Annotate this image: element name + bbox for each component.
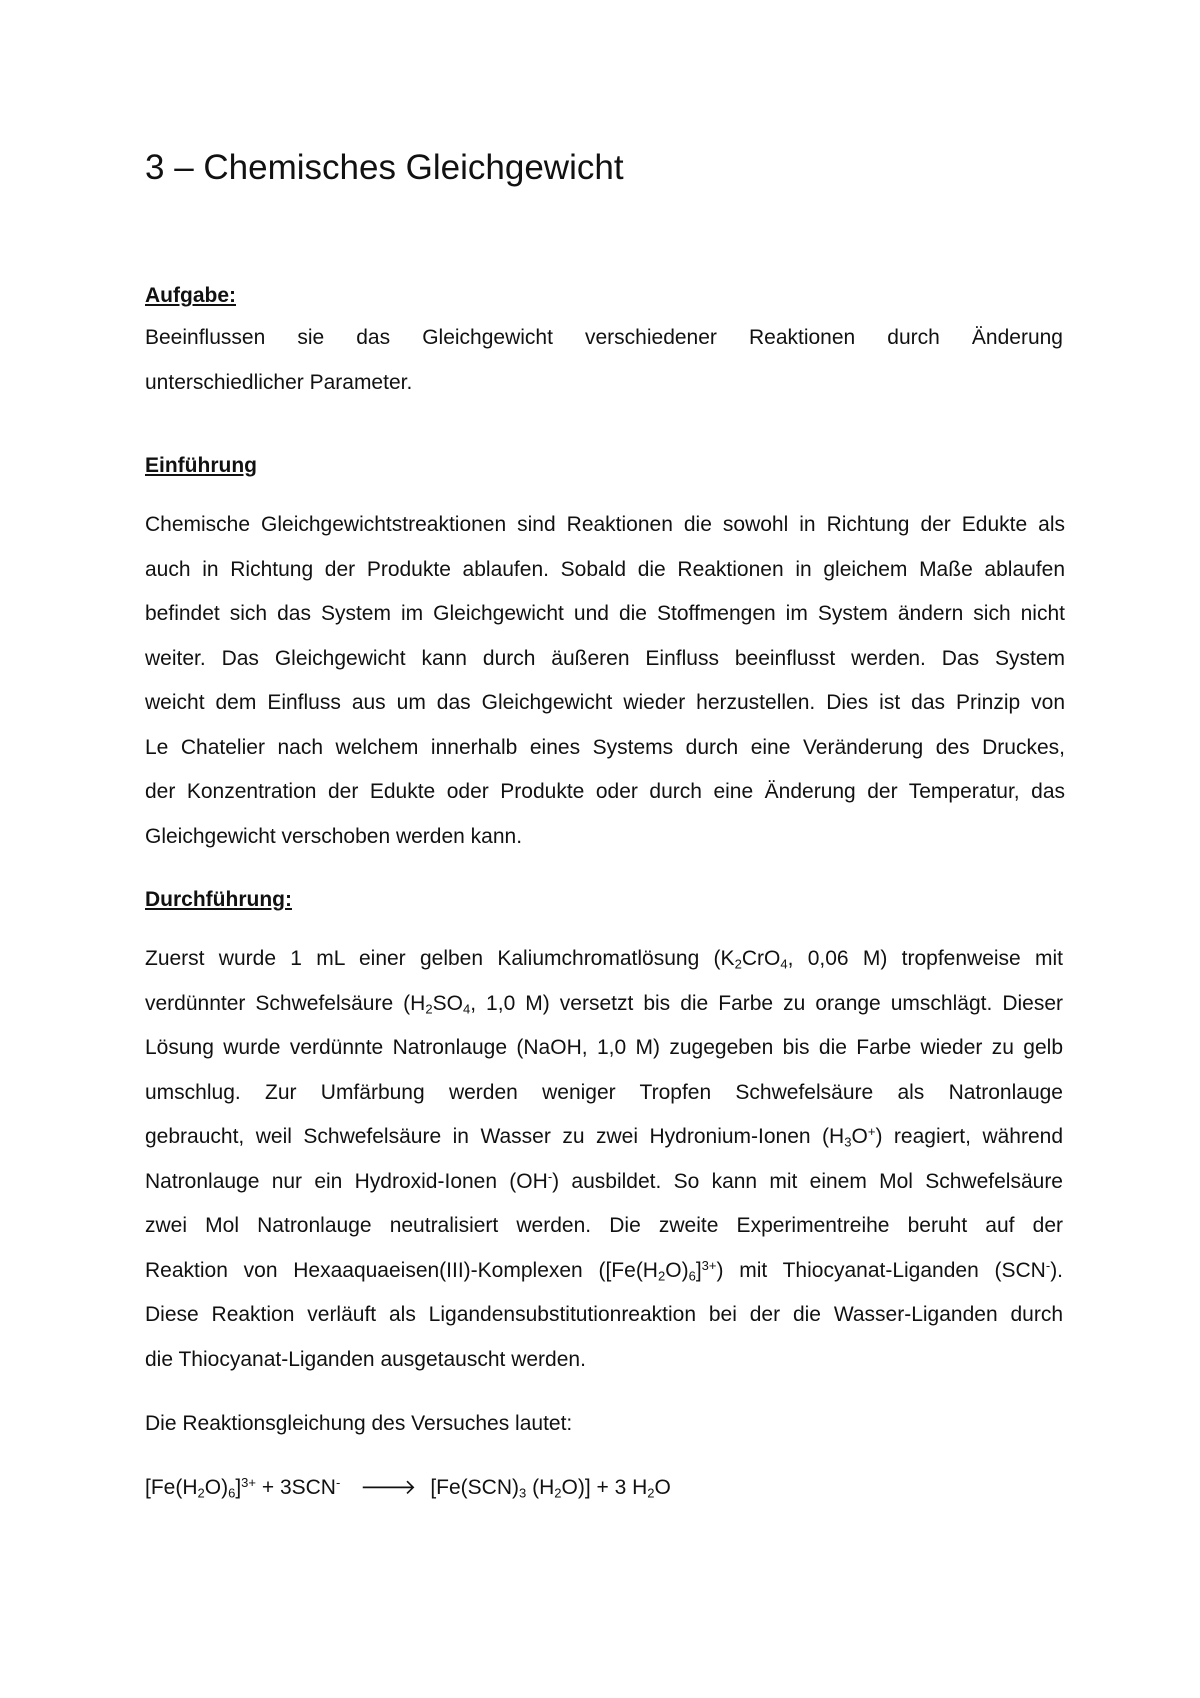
durchfuehrung-heading: Durchführung: [145,888,292,911]
durchfuehrung-line: die Thiocyanat-Liganden ausgetauscht werden. [145,1347,586,1371]
page-title: 3 – Chemisches Gleichgewicht [145,148,624,187]
einfuehrung-line: Gleichgewicht verschoben werden kann. [145,824,523,848]
durchfuehrung-line: gebraucht, weil Schwefelsäure in Wasser zu zwei Hydronium-Ionen $(H_3O^+)$ reagiert, während [145,1123,1063,1150]
durchfuehrung-line: umschlug. Zur Umfärbung werden weniger Tropfen Schwefelsäure als Natronlauge [145,1080,1063,1104]
einfuehrung-line: auch in Richtung der Produkte ablaufen. Sobald die Reaktionen in gleichem Maße ablaufen [145,557,1065,581]
reaction-arrow-icon: 🡒 [360,1476,417,1499]
durchfuehrung-line: verdünnter Schwefelsäure ($H_2SO_4$, 1,0 M) versetzt bis die Farbe zu orange umschlägt. Dieser [145,991,1064,1017]
einfuehrung-heading: Einführung [145,454,257,477]
einfuehrung-line: weicht dem Einfluss aus um das Gleichgewicht wieder herzustellen. Dies ist das Prinzip von [145,691,1065,714]
einfuehrung-line: Chemische Gleichgewichtstreaktionen sind Reaktionen die sowohl in Richtung der Edukte als [145,513,1065,536]
aufgabe-line: Beeinflussen sie das Gleichgewicht verschiedener Reaktionen durch Änderung [145,326,1063,349]
einfuehrung-text [145,503,1065,859]
aufgabe-heading: Aufgabe: [145,284,236,307]
reaction-intro: Die Reaktionsgleichung des Versuches lautet: [145,1412,573,1435]
einfuehrung-line: der Konzentration der Edukte oder Produkte oder durch eine Änderung der Temperatur, das [145,780,1065,803]
durchfuehrung-line: Natronlauge nur ein Hydroxid-Ionen (OH-) ausbildet. So kann mit einem Mol Schwefelsäure [145,1168,1063,1193]
aufgabe-text [145,316,1063,405]
aufgabe-line: unterschiedlicher Parameter. [145,370,413,394]
durchfuehrung-line: zwei Mol Natronlauge neutralisiert werden. Die zweite Experimentreihe beruht auf der [145,1214,1063,1237]
reaction-equation: $[Fe(H_2O)_6]^{3+} + 3SCN^-$ 🡒 [$Fe(SCN)_3$ $(H_2O)] + 3$ $H_2O$ [145,1466,671,1510]
durchfuehrung-line: Lösung wurde verdünnte Natronlauge (NaOH, 1,0 M) zugegeben bis die Farbe wieder zu gelb [145,1036,1063,1059]
durchfuehrung-text [145,937,1063,1382]
durchfuehrung-line: Diese Reaktion verläuft als Ligandensubstitutionreaktion bei der die Wasser-Liganden durch [145,1303,1063,1326]
durchfuehrung-line: Reaktion von Hexaaquaeisen(III)-Komplexen $([Fe(H_2O)_6]^{3+})$ mit Thiocyanat-Liganden (SCN-). [145,1257,1064,1284]
durchfuehrung-line: Zuerst wurde 1 mL einer gelben Kaliumchromatlösung ($K_2CrO_4$, 0,06 M) tropfenweise mit [145,947,1064,972]
einfuehrung-line: befindet sich das System im Gleichgewicht und die Stoffmengen im System ändern sich nicht [145,602,1065,625]
einfuehrung-line: Le Chatelier nach welchem innerhalb eines Systems durch eine Veränderung des Druckes, [145,735,1065,759]
einfuehrung-line: weiter. Das Gleichgewicht kann durch äußeren Einfluss beeinflusst werden. Das System [145,646,1065,670]
